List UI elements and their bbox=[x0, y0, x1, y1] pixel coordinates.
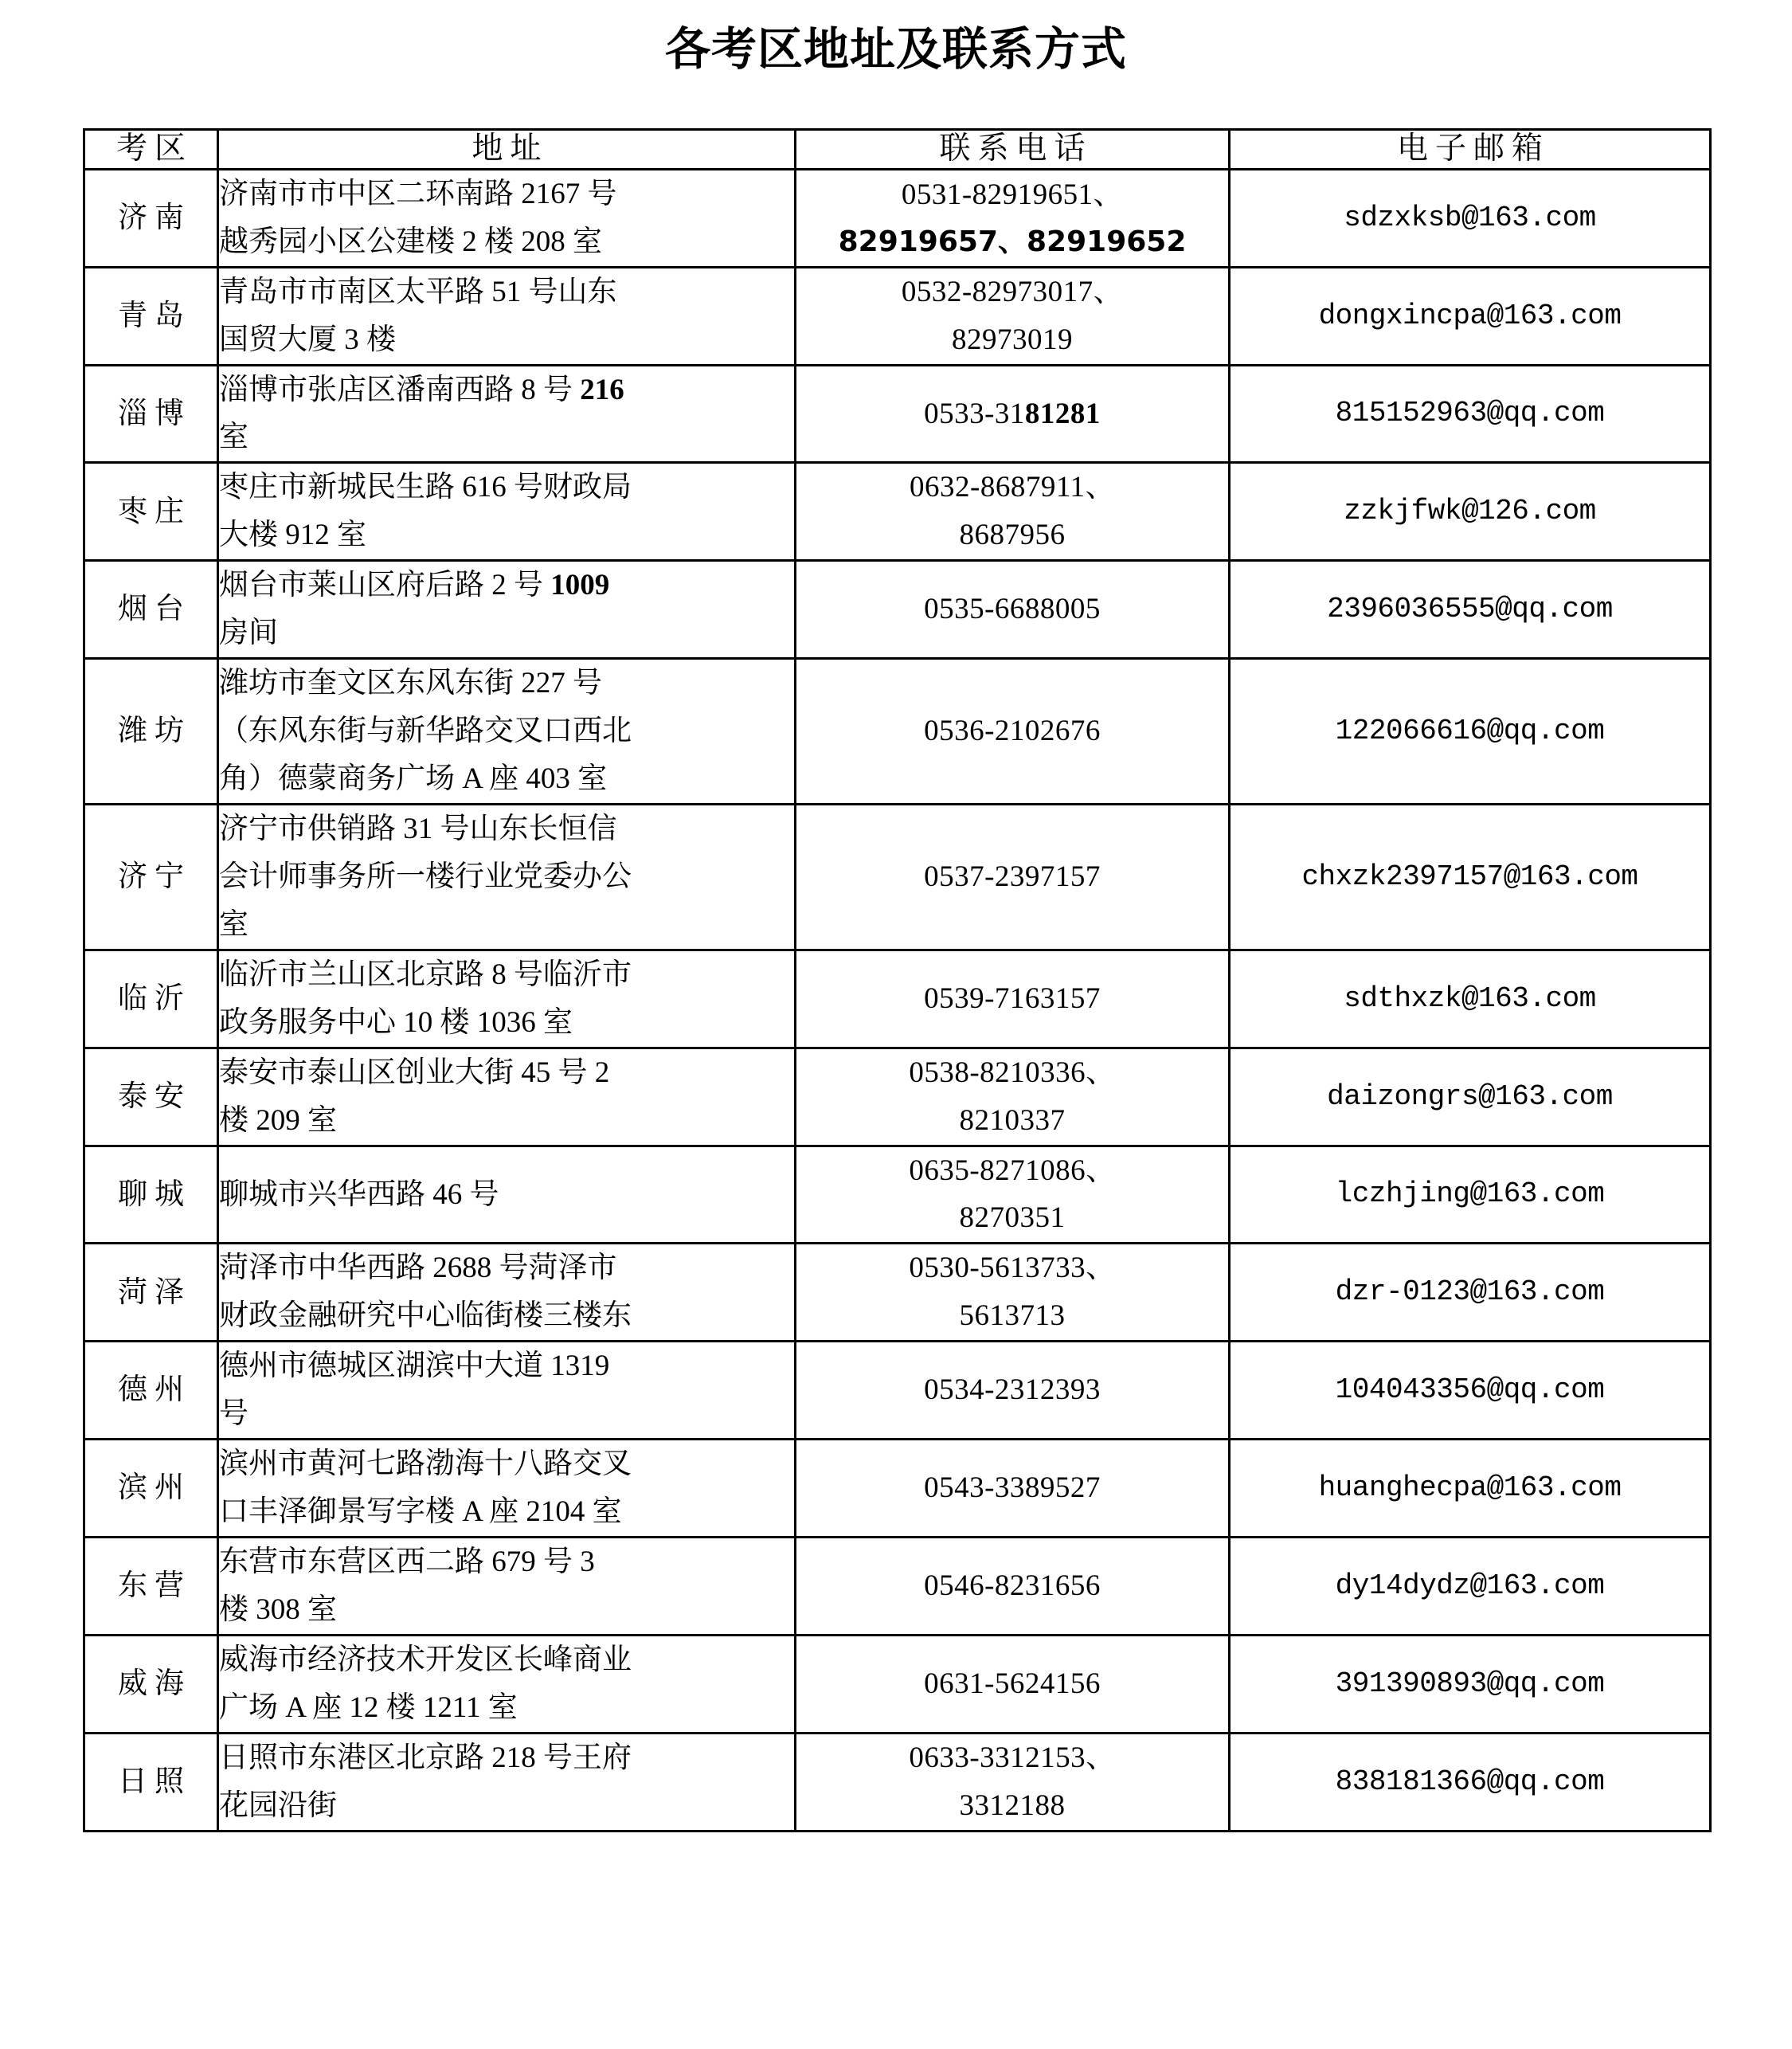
phone-line: 0539-7163157 bbox=[924, 981, 1101, 1015]
address-line: 越秀园小区公建楼 2 楼 208 室 bbox=[219, 225, 602, 258]
phone-line: 3312188 bbox=[959, 1788, 1066, 1822]
cell-phone bbox=[796, 1538, 1230, 1636]
table-row bbox=[84, 1048, 1711, 1146]
phone-line: 82919657、82919652 bbox=[838, 225, 1187, 258]
cell-email: dy14dydz@163.com bbox=[1230, 1538, 1711, 1636]
phone-line: 0632-8687911、 bbox=[910, 471, 1115, 504]
address-line: 广场 A 座 12 楼 1211 室 bbox=[219, 1691, 518, 1724]
phone-line: 0531-82919651、 bbox=[901, 178, 1124, 211]
address-line: 滨州市黄河七路渤海十八路交叉 bbox=[219, 1448, 632, 1481]
cell-address bbox=[218, 365, 796, 463]
cell-address bbox=[218, 1146, 796, 1244]
table-row bbox=[84, 267, 1711, 365]
address-line: 房间 bbox=[219, 617, 278, 650]
cell-phone bbox=[796, 1342, 1230, 1440]
table-row bbox=[84, 1440, 1711, 1538]
address-line: 会计师事务所一楼行业党委办公 bbox=[219, 860, 632, 893]
cell-address bbox=[218, 1440, 796, 1538]
address-line: 菏泽市中华西路 2688 号菏泽市 bbox=[219, 1252, 617, 1285]
address-line: 聊城市兴华西路 46 号 bbox=[219, 1177, 499, 1211]
address-line: 口丰泽御景写字楼 A 座 2104 室 bbox=[219, 1495, 622, 1529]
address-line: 临沂市兰山区北京路 8 号临沂市 bbox=[219, 958, 632, 991]
table-body bbox=[84, 169, 1711, 1831]
cell-email: dongxincpa@163.com bbox=[1230, 267, 1711, 365]
address-line: 楼 209 室 bbox=[219, 1103, 337, 1137]
cell-zone: 滨州 bbox=[84, 1440, 218, 1538]
column-header-zone: 考区 bbox=[84, 130, 218, 170]
phone-line: 82973019 bbox=[952, 323, 1073, 356]
address-line: 财政金融研究中心临街楼三楼东 bbox=[219, 1299, 632, 1333]
cell-email: 815152963@qq.com bbox=[1230, 365, 1711, 463]
address-line: 政务服务中心 10 楼 1036 室 bbox=[219, 1005, 573, 1039]
cell-phone bbox=[796, 659, 1230, 805]
cell-zone: 淄博 bbox=[84, 365, 218, 463]
phone-line: 8687956 bbox=[959, 519, 1066, 552]
cell-phone bbox=[796, 561, 1230, 659]
cell-zone: 临沂 bbox=[84, 950, 218, 1048]
phone-line: 0535-6688005 bbox=[924, 593, 1101, 626]
cell-address bbox=[218, 950, 796, 1048]
address-line: 泰安市泰山区创业大街 45 号 2 bbox=[219, 1056, 610, 1089]
cell-address bbox=[218, 1635, 796, 1733]
table-container bbox=[83, 72, 1709, 1832]
cell-phone bbox=[796, 950, 1230, 1048]
cell-address bbox=[218, 659, 796, 805]
table-row bbox=[84, 561, 1711, 659]
cell-email: 122066616@qq.com bbox=[1230, 659, 1711, 805]
cell-zone: 济宁 bbox=[84, 804, 218, 950]
address-line: 东营市东营区西二路 679 号 3 bbox=[219, 1546, 595, 1579]
table-header-row bbox=[84, 130, 1711, 170]
phone-line: 0538-8210336、 bbox=[909, 1056, 1116, 1089]
cell-address bbox=[218, 1048, 796, 1146]
table-row bbox=[84, 1244, 1711, 1342]
table-row bbox=[84, 950, 1711, 1048]
phone-line: 0536-2102676 bbox=[924, 715, 1101, 748]
cell-email: sdthxzk@163.com bbox=[1230, 950, 1711, 1048]
page-title: 各考区地址及联系方式 bbox=[665, 23, 1127, 76]
phone-line: 0537-2397157 bbox=[924, 860, 1101, 893]
address-line: 济南市市中区二环南路 2167 号 bbox=[219, 177, 617, 210]
address-line: 烟台市莱山区府后路 2 号 1009 bbox=[219, 569, 610, 602]
address-line: 室 bbox=[219, 907, 248, 941]
cell-address bbox=[218, 463, 796, 561]
cell-phone bbox=[796, 1440, 1230, 1538]
table-header bbox=[84, 130, 1711, 170]
cell-zone: 菏泽 bbox=[84, 1244, 218, 1342]
exam-zone-contact-table bbox=[83, 128, 1712, 1832]
phone-emphasis: 81281 bbox=[1024, 397, 1101, 430]
cell-email: 104043356@qq.com bbox=[1230, 1342, 1711, 1440]
address-line: 日照市东港区北京路 218 号王府 bbox=[219, 1741, 632, 1774]
cell-zone: 青岛 bbox=[84, 267, 218, 365]
cell-address bbox=[218, 267, 796, 365]
cell-phone bbox=[796, 1048, 1230, 1146]
cell-email: 838181366@qq.com bbox=[1230, 1733, 1711, 1831]
cell-zone: 聊城 bbox=[84, 1146, 218, 1244]
cell-phone bbox=[796, 1146, 1230, 1244]
table-row bbox=[84, 1635, 1711, 1733]
cell-phone bbox=[796, 169, 1230, 267]
column-header-email: 电子邮箱 bbox=[1230, 130, 1711, 170]
address-line: 角）德蒙商务广场 A 座 403 室 bbox=[219, 762, 608, 796]
cell-email: daizongrs@163.com bbox=[1230, 1048, 1711, 1146]
column-header-address: 地址 bbox=[218, 130, 796, 170]
table-row bbox=[84, 659, 1711, 805]
cell-email: 391390893@qq.com bbox=[1230, 1635, 1711, 1733]
cell-address bbox=[218, 804, 796, 950]
address-line: 淄博市张店区潘南西路 8 号 216 bbox=[219, 373, 624, 406]
table-row bbox=[84, 1146, 1711, 1244]
address-line: 潍坊市奎文区东风东街 227 号 bbox=[219, 667, 602, 700]
cell-zone: 烟台 bbox=[84, 561, 218, 659]
phone-line: 8210337 bbox=[959, 1103, 1066, 1137]
address-line: 济宁市供销路 31 号山东长恒信 bbox=[219, 812, 617, 845]
cell-address bbox=[218, 1538, 796, 1636]
address-line: 德州市德城区湖滨中大道 1319 bbox=[219, 1350, 610, 1383]
cell-zone: 东营 bbox=[84, 1538, 218, 1636]
cell-email: lczhjing@163.com bbox=[1230, 1146, 1711, 1244]
cell-email: 2396036555@qq.com bbox=[1230, 561, 1711, 659]
address-line: 大楼 912 室 bbox=[219, 519, 366, 552]
address-emphasis: 1009 bbox=[550, 569, 610, 602]
cell-zone: 日照 bbox=[84, 1733, 218, 1831]
table-row bbox=[84, 463, 1711, 561]
cell-address bbox=[218, 169, 796, 267]
cell-zone: 威海 bbox=[84, 1635, 218, 1733]
table-row bbox=[84, 804, 1711, 950]
address-emphasis: 216 bbox=[580, 373, 624, 406]
phone-line: 0633-3312153、 bbox=[909, 1741, 1116, 1774]
table-row bbox=[84, 365, 1711, 463]
address-line: 号 bbox=[219, 1397, 248, 1431]
cell-phone bbox=[796, 365, 1230, 463]
cell-address bbox=[218, 1244, 796, 1342]
address-line: 楼 308 室 bbox=[219, 1593, 337, 1626]
cell-email: huanghecpa@163.com bbox=[1230, 1440, 1711, 1538]
address-line: 国贸大厦 3 楼 bbox=[219, 323, 396, 356]
phone-line: 0635-8271086、 bbox=[909, 1154, 1116, 1187]
cell-email: sdzxksb@163.com bbox=[1230, 169, 1711, 267]
cell-phone bbox=[796, 804, 1230, 950]
phone-line: 0631-5624156 bbox=[924, 1667, 1101, 1700]
table-row bbox=[84, 1538, 1711, 1636]
cell-zone: 济南 bbox=[84, 169, 218, 267]
phone-line: 8270351 bbox=[959, 1201, 1066, 1235]
address-line: 青岛市市南区太平路 51 号山东 bbox=[219, 275, 617, 308]
cell-zone: 泰安 bbox=[84, 1048, 218, 1146]
cell-zone: 德州 bbox=[84, 1342, 218, 1440]
table-row bbox=[84, 169, 1711, 267]
cell-email: zzkjfwk@126.com bbox=[1230, 463, 1711, 561]
cell-zone: 潍坊 bbox=[84, 659, 218, 805]
cell-address bbox=[218, 1342, 796, 1440]
phone-line: 0530-5613733、 bbox=[909, 1252, 1116, 1285]
table-row bbox=[84, 1733, 1711, 1831]
address-line: 室 bbox=[219, 421, 248, 454]
address-line: 威海市经济技术开发区长峰商业 bbox=[219, 1643, 632, 1676]
cell-phone bbox=[796, 1635, 1230, 1733]
cell-zone: 枣庄 bbox=[84, 463, 218, 561]
phone-line: 0543-3389527 bbox=[924, 1471, 1101, 1505]
cell-phone bbox=[796, 1733, 1230, 1831]
phone-line: 0546-8231656 bbox=[924, 1569, 1101, 1603]
cell-address bbox=[218, 561, 796, 659]
phone-line: 5613713 bbox=[959, 1299, 1066, 1333]
column-header-phone: 联系电话 bbox=[796, 130, 1230, 170]
table-row bbox=[84, 1342, 1711, 1440]
address-line: 花园沿街 bbox=[219, 1788, 337, 1822]
phone-line: 0534-2312393 bbox=[924, 1373, 1101, 1407]
phone-line: 0532-82973017、 bbox=[901, 275, 1124, 308]
address-line: （东风东街与新华路交叉口西北 bbox=[219, 715, 632, 748]
cell-email: chxzk2397157@163.com bbox=[1230, 804, 1711, 950]
cell-phone bbox=[796, 463, 1230, 561]
phone-line: 0533-3181281 bbox=[924, 397, 1101, 430]
address-line: 枣庄市新城民生路 616 号财政局 bbox=[219, 471, 632, 504]
cell-phone bbox=[796, 267, 1230, 365]
cell-address bbox=[218, 1733, 796, 1831]
cell-email: dzr-0123@163.com bbox=[1230, 1244, 1711, 1342]
cell-phone bbox=[796, 1244, 1230, 1342]
